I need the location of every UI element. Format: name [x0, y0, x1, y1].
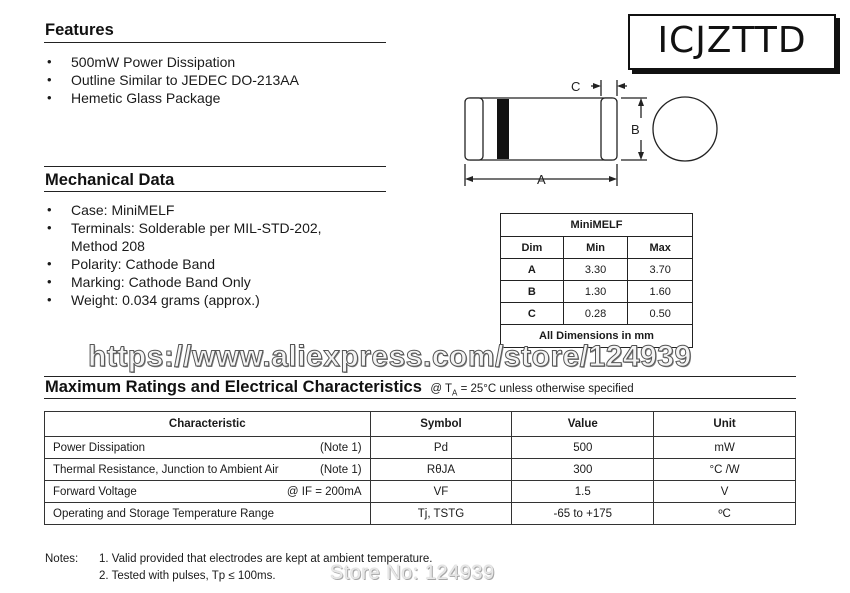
table-row: A 3.30 3.70 [501, 259, 693, 281]
brand-logo: ICJZTTD [628, 14, 836, 70]
cathode-band [497, 99, 509, 159]
right-end-cap [601, 98, 617, 160]
dimension-label-b: B [631, 122, 640, 137]
table-header: Min [563, 237, 628, 259]
dimensions-table-footer: All Dimensions in mm [501, 325, 693, 348]
features-rule [44, 42, 386, 43]
table-header: Unit [654, 412, 796, 437]
dimensions-table [500, 213, 693, 348]
store-watermark: Store No: 124939 [330, 562, 495, 584]
dimension-label-a: A [537, 172, 546, 187]
mechanical-list [45, 201, 322, 309]
end-view-circle [653, 97, 717, 161]
table-row: C 0.28 0.50 [501, 303, 693, 325]
ratings-rule [44, 398, 796, 399]
list-item: • Marking: Cathode Band Only [45, 273, 322, 291]
list-item: • Outline Similar to JEDEC DO-213AA [45, 71, 299, 89]
features-list [45, 53, 299, 107]
diode-body [467, 98, 615, 160]
notes-label: Notes: [45, 553, 79, 565]
table-header: Value [512, 412, 654, 437]
list-item: • Case: MiniMELF [45, 201, 322, 219]
table-header: Max [628, 237, 693, 259]
note-item: 2. Tested with pulses, Tp ≤ 100ms. [99, 570, 276, 582]
dimension-label-c: C [571, 79, 581, 94]
table-row: Thermal Resistance, Junction to Ambient Air (Note 1) RθJA 300 °C /W [45, 459, 796, 481]
table-row: B 1.30 1.60 [501, 281, 693, 303]
table-row: Operating and Storage Temperature Range Tj, TSTG -65 to +175 ºC [45, 503, 796, 525]
mechanical-heading: Mechanical Data [45, 171, 175, 189]
ratings-top-rule [44, 376, 796, 377]
table-header: Characteristic [45, 412, 371, 437]
list-item: • Polarity: Cathode Band [45, 255, 322, 273]
table-row: Power Dissipation (Note 1) Pd 500 mW [45, 437, 796, 459]
note-item: 1. Valid provided that electrodes are kept at ambient temperature. [99, 553, 433, 565]
table-row: Forward Voltage @ IF = 200mA VF 1.5 V [45, 481, 796, 503]
ratings-heading: Maximum Ratings and Electrical Characteristics [45, 378, 422, 396]
list-item: • Hemetic Glass Package [45, 89, 299, 107]
table-header: Dim [501, 237, 564, 259]
list-item: • 500mW Power Dissipation [45, 53, 299, 71]
features-heading: Features [45, 21, 114, 39]
ratings-condition: @ $T_A = 25^\circ C$ unless otherwise specified [430, 383, 634, 398]
mechanical-top-rule [44, 166, 386, 167]
ratings-table [44, 411, 796, 525]
mechanical-rule [44, 191, 386, 192]
list-item: • Terminals: Solderable per MIL-STD-202, Method 208 [45, 219, 322, 255]
left-end-cap [465, 98, 483, 160]
package-outline-diagram [455, 76, 730, 194]
list-item: • Weight: 0.034 grams (approx.) [45, 291, 322, 309]
ratings-heading-line [45, 378, 634, 397]
url-watermark: https://www.aliexpress.com/store/124939 [88, 340, 692, 373]
table-header: Symbol [370, 412, 512, 437]
dimensions-table-title: MiniMELF [501, 214, 693, 237]
